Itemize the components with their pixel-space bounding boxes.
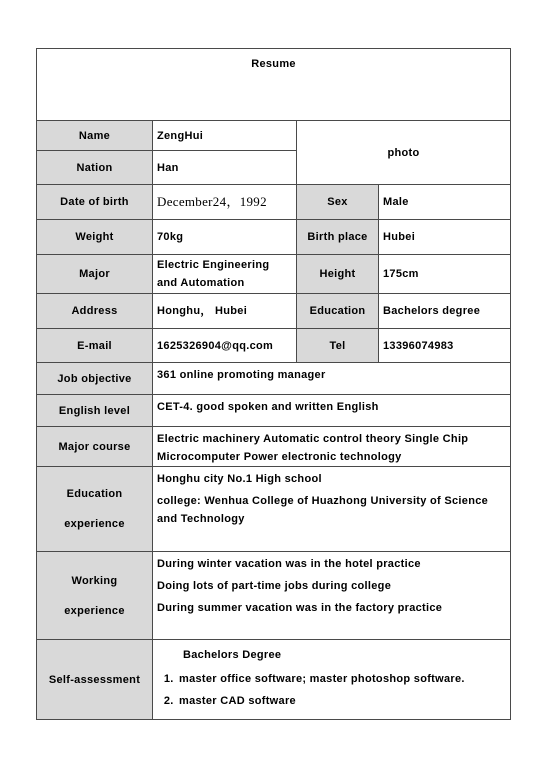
tel-label: Tel	[297, 329, 379, 363]
name-label: Name	[37, 121, 153, 151]
nation-label: Nation	[37, 151, 153, 185]
english-level-value: CET-4. good spoken and written English	[153, 395, 511, 427]
birth-place-value: Hubei	[379, 220, 511, 255]
self-assessment-item: 2. master CAD software	[177, 690, 506, 712]
education-experience-line: and Technology	[157, 513, 245, 525]
education-experience-row	[37, 467, 511, 552]
self-assessment-heading: Bachelors Degree	[183, 649, 282, 661]
self-assessment-row	[37, 640, 511, 720]
education-experience-label-line: Education	[66, 488, 123, 500]
dob-label: Date of birth	[37, 185, 153, 220]
major-line: Electric Engineering	[157, 259, 270, 271]
height-label: Height	[297, 255, 379, 294]
nation-value: Han	[153, 151, 297, 185]
self-assessment-item: 1. master office software; master photoshop software.	[177, 668, 506, 690]
major-label: Major	[37, 255, 153, 294]
sex-value: Male	[379, 185, 511, 220]
working-experience-line: During summer vacation was in the factory practice	[157, 602, 443, 614]
working-experience-row	[37, 552, 511, 640]
self-assessment-label: Self-assessment	[37, 640, 153, 720]
working-experience-value	[153, 552, 511, 640]
major-course-line: Electric machinery Automatic control theory Single Chip	[157, 433, 469, 445]
education-experience-line: Honghu city No.1 High school	[157, 473, 322, 485]
resume-table	[36, 48, 511, 720]
weight-row	[37, 220, 511, 255]
photo-placeholder: photo	[297, 121, 511, 185]
english-level-label: English level	[37, 395, 153, 427]
email-row	[37, 329, 511, 363]
major-course-label: Major course	[37, 427, 153, 467]
address-value: Honghu， Hubei	[153, 294, 297, 329]
weight-value: 70kg	[153, 220, 297, 255]
name-value: ZengHui	[153, 121, 297, 151]
address-label: Address	[37, 294, 153, 329]
major-course-line: Microcomputer Power electronic technology	[157, 451, 402, 463]
english-level-row	[37, 395, 511, 427]
working-experience-label-line: Working	[71, 574, 118, 587]
job-objective-label: Job objective	[37, 363, 153, 395]
dob-row	[37, 185, 511, 220]
major-row	[37, 255, 511, 294]
self-assessment-value	[153, 640, 511, 720]
address-row	[37, 294, 511, 329]
working-experience-line: During winter vacation was in the hotel practice	[157, 558, 421, 570]
weight-label: Weight	[37, 220, 153, 255]
email-label: E-mail	[37, 329, 153, 363]
birth-place-label: Birth place	[297, 220, 379, 255]
education-experience-label-line: experience	[64, 518, 125, 530]
height-value: 175cm	[379, 255, 511, 294]
education-experience-line: college: Wenhua College of Huazhong University of Science	[157, 495, 489, 507]
working-experience-line: Doing lots of part-time jobs during college	[157, 580, 392, 592]
working-experience-label-line: experience	[64, 604, 125, 617]
major-course-row	[37, 427, 511, 467]
major-course-value	[153, 427, 511, 467]
tel-value: 13396074983	[379, 329, 511, 363]
education-value: Bachelors degree	[379, 294, 511, 329]
major-line: and Automation	[157, 277, 245, 289]
job-objective-row	[37, 363, 511, 395]
major-value	[153, 255, 297, 294]
working-experience-label	[37, 552, 153, 640]
dob-value: December24，1992	[153, 185, 297, 220]
sex-label: Sex	[297, 185, 379, 220]
education-experience-label	[37, 467, 153, 552]
job-objective-value: 361 online promoting manager	[153, 363, 511, 395]
email-value: 1625326904@qq.com	[153, 329, 297, 363]
title-row	[37, 49, 511, 121]
name-row	[37, 121, 511, 151]
resume-title: Resume	[37, 49, 511, 121]
education-label: Education	[297, 294, 379, 329]
self-assessment-list	[157, 668, 506, 712]
education-experience-value	[153, 467, 511, 552]
